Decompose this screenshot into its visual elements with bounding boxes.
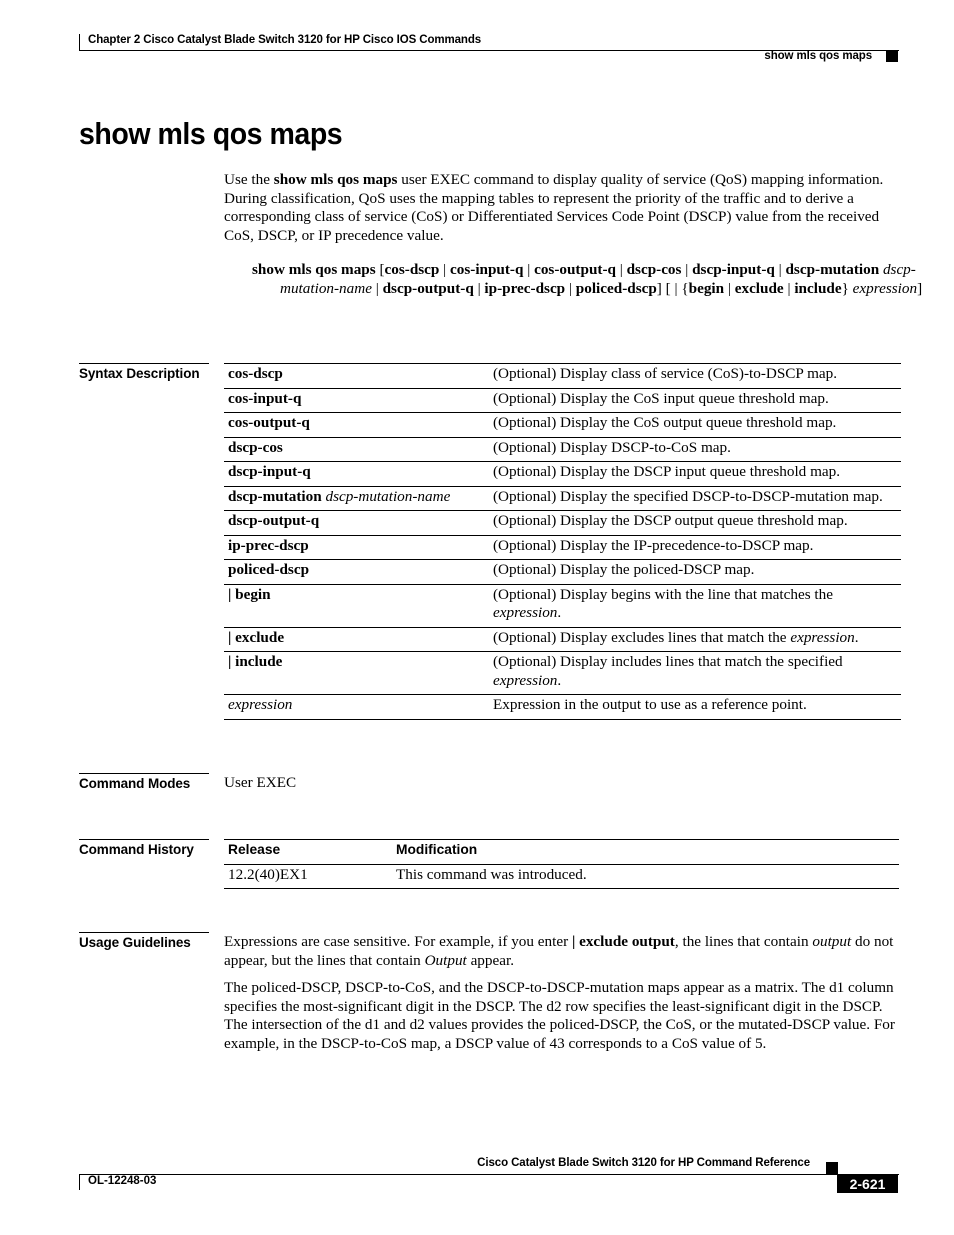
command-modes-label: Command Modes [79, 773, 209, 791]
keyword-cell [224, 535, 489, 560]
table-row [224, 864, 899, 889]
keyword-cell [224, 695, 489, 720]
table-row [224, 462, 901, 487]
keyword-cell [224, 462, 489, 487]
footer-doc-title: Cisco Catalyst Blade Switch 3120 for HP Command Reference [477, 1157, 810, 1169]
table-row [224, 413, 901, 438]
command-history-label: Command History [79, 839, 209, 857]
keyword-cell [224, 652, 489, 695]
description-cell: (Optional) Display begins with the line that matches the expression. [493, 585, 833, 621]
description-cell: (Optional) Display the CoS output queue threshold map. [493, 414, 837, 431]
description-cell: (Optional) Display the DSCP output queue threshold map. [493, 512, 848, 529]
description-cell: (Optional) Display includes lines that match the specified expression. [493, 653, 843, 689]
description-cell: (Optional) Display the DSCP input queue threshold map. [493, 463, 841, 480]
keyword: cos-output-q [228, 414, 310, 431]
table-row [224, 560, 901, 585]
keyword-cell [224, 584, 489, 627]
keyword: dscp-mutation [228, 487, 322, 505]
description-cell: (Optional) Display the specified DSCP-to-DSCP-mutation map. [493, 487, 883, 505]
argument: dscp-mutation-name [321, 487, 451, 505]
description-cell: (Optional) Display the policed-DSCP map. [493, 561, 755, 578]
page-title: show mls qos maps [79, 116, 343, 151]
usage-paragraph-1: Expressions are case sensitive. For example, if you enter | exclude output, the lines that contain output do not appear, but the lines that contain Output appear. [224, 933, 894, 969]
keyword: cos-input-q [228, 389, 302, 407]
description-cell: (Optional) Display excludes lines that match the expression. [493, 628, 859, 646]
intro-paragraph: Use the show mls qos maps user EXEC command to display quality of service (QoS) mapping information. During classification, QoS uses the mapping tables to represent the priority of the traffic and to derive a corresponding class of service (CoS) or Differentiated Services Code Point (DSCP) value from the received CoS, DSCP, or IP precedence value. [224, 171, 884, 244]
keyword: | exclude [228, 628, 285, 646]
chapter-header: Chapter 2 Cisco Catalyst Blade Switch 3120 for HP Cisco IOS Commands [88, 34, 482, 46]
keyword: | include [228, 653, 283, 670]
table-row [224, 511, 901, 536]
description-cell: (Optional) Display class of service (CoS)-to-DSCP map. [493, 365, 838, 382]
keyword: ip-prec-dscp [228, 536, 309, 554]
keyword: dscp-output-q [228, 512, 320, 529]
column-header-release: Release [228, 842, 281, 857]
keyword-cell [224, 560, 489, 585]
command-history-table [224, 839, 899, 889]
table-row [224, 535, 901, 560]
section-header: show mls qos maps [764, 50, 872, 62]
footer-rule [79, 1174, 899, 1175]
table-row [224, 388, 901, 413]
header-marker [886, 50, 898, 62]
page-number: 2-621 [837, 1175, 898, 1193]
intro-command: show mls qos maps [273, 171, 398, 188]
description-cell: (Optional) Display the IP-precedence-to-DSCP map. [493, 536, 814, 554]
footer-rule-vertical [79, 1174, 80, 1190]
table-row [224, 652, 901, 695]
description-cell: (Optional) Display DSCP-to-CoS map. [493, 438, 731, 456]
release-cell: 12.2(40)EX1 [228, 865, 308, 883]
keyword-cell [224, 364, 489, 389]
keyword: policed-dscp [228, 561, 310, 578]
keyword: dscp-cos [228, 438, 283, 456]
keyword-cell [224, 627, 489, 652]
keyword-cell [224, 388, 489, 413]
table-row [224, 486, 901, 511]
usage-paragraph-2: The policed-DSCP, DSCP-to-CoS, and the DSCP-to-DSCP-mutation maps appear as a matrix. The d1 column specifies the most-significant digit in the DSCP. The d2 row specifies the least-significant digit in the DSCP. The intersection of the d1 and d2 values provides the policed-DSCP, the CoS, or the mutated-DSCP value. For example, in the DSCP-to-CoS map, a DSCP value of 43 corresponds to a CoS value of 5. [224, 979, 895, 1052]
footer-doc-id: OL-12248-03 [88, 1175, 157, 1187]
usage-guidelines-label: Usage Guidelines [79, 932, 209, 950]
table-row [224, 364, 901, 389]
keyword-cell [224, 486, 489, 511]
table-row [224, 584, 901, 627]
keyword: dscp-input-q [228, 463, 311, 480]
keyword-cell [224, 511, 489, 536]
description-cell: Expression in the output to use as a reference point. [493, 696, 807, 713]
column-header-modification: Modification [396, 842, 478, 857]
table-row [224, 695, 901, 720]
modification-cell: This command was introduced. [396, 865, 587, 883]
table-header-row [224, 840, 899, 865]
command-modes-value: User EXEC [224, 774, 297, 791]
command-syntax: show mls qos maps [cos-dscp | cos-input-q | cos-output-q | dscp-cos | dscp-input-q | dscp-mutation dscp-mutation-name | dscp-output-q | ip-prec-dscp | policed-dscp] [ | {begin | exclude | include} expression] [252, 261, 923, 297]
footer-marker [826, 1162, 838, 1174]
table-row [224, 437, 901, 462]
header-rule-vertical [79, 34, 80, 50]
table-row [224, 627, 901, 652]
keyword-cell [224, 437, 489, 462]
syntax-description-table [224, 363, 901, 720]
syntax-description-label: Syntax Description [79, 363, 209, 381]
keyword: cos-dscp [228, 365, 283, 382]
argument: expression [228, 696, 293, 713]
keyword-cell [224, 413, 489, 438]
keyword: | begin [228, 585, 271, 603]
description-cell: (Optional) Display the CoS input queue threshold map. [493, 389, 829, 407]
